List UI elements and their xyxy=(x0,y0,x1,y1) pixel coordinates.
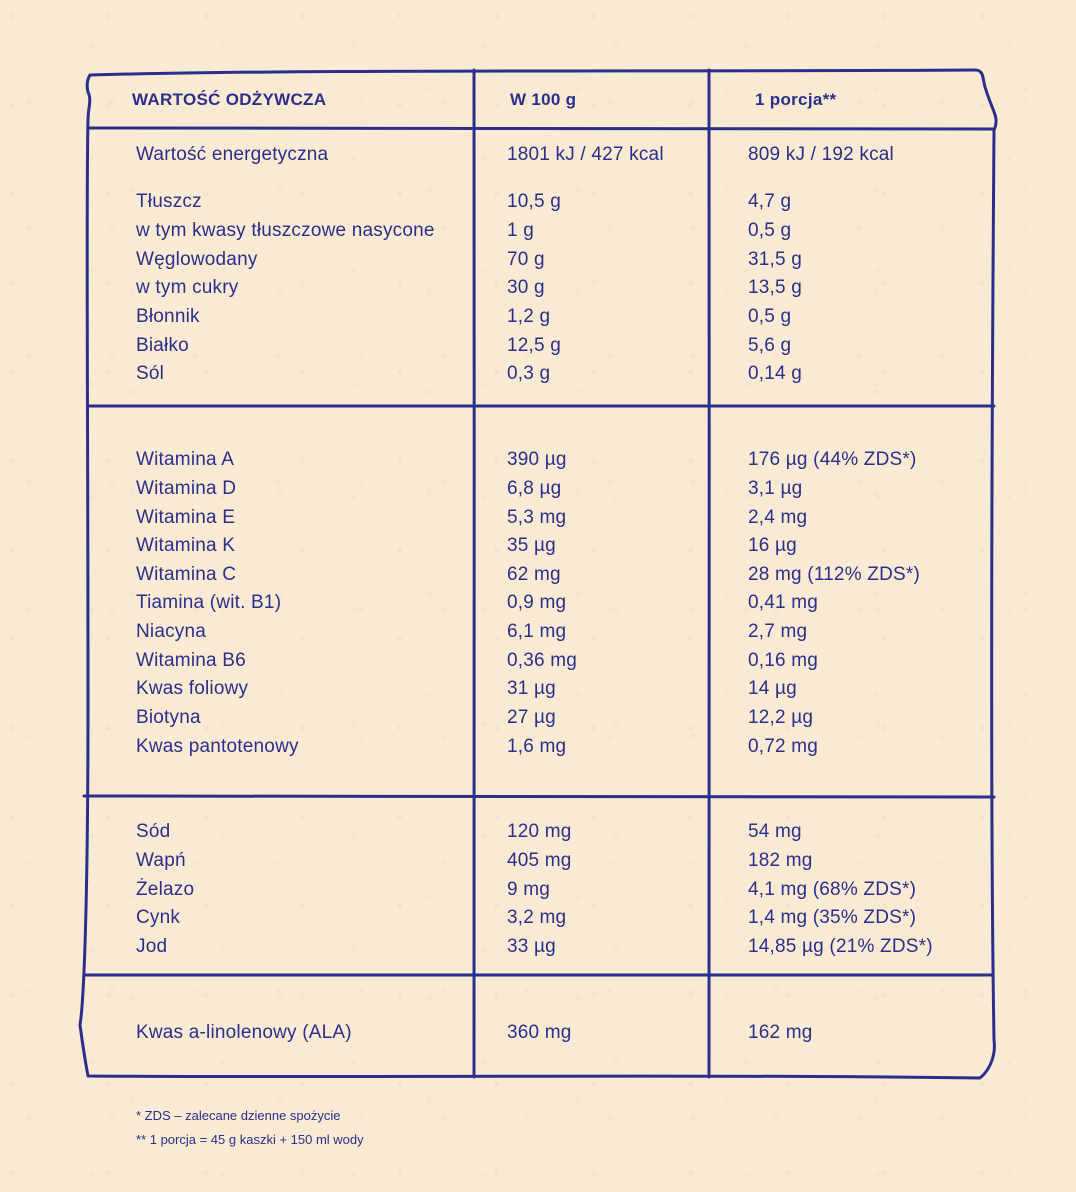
mineral-per100: 3,2 mg xyxy=(507,907,567,928)
vitamin-name: Tiamina (wit. B1) xyxy=(136,592,282,613)
row-energy-per100: 1801 kJ / 427 kcal xyxy=(507,144,664,165)
vitamin-name: Witamina C xyxy=(136,564,237,585)
row-per100: 30 g xyxy=(507,277,545,298)
mineral-name: Jod xyxy=(136,936,168,957)
header-per-100g: W 100 g xyxy=(510,90,577,109)
vitamin-per100: 31 µg xyxy=(507,678,556,699)
row-name: Sól xyxy=(136,363,165,384)
vitamin-per100: 35 µg xyxy=(507,535,556,556)
mineral-portion: 54 mg xyxy=(748,821,802,842)
vitamin-per100: 0,36 mg xyxy=(507,650,578,671)
vitamin-name: Witamina B6 xyxy=(136,650,246,671)
vitamin-portion: 3,1 µg xyxy=(748,478,803,499)
vitamin-name: Witamina E xyxy=(136,507,236,528)
ala-per100: 360 mg xyxy=(507,1022,572,1043)
mineral-per100: 9 mg xyxy=(507,879,551,900)
vitamin-per100: 62 mg xyxy=(507,564,561,585)
row-portion: 5,6 g xyxy=(748,335,792,356)
mineral-portion: 182 mg xyxy=(748,850,813,871)
mineral-name: Żelazo xyxy=(136,879,195,900)
mineral-portion: 14,85 µg (21% ZDS*) xyxy=(748,936,933,957)
mineral-name: Wapń xyxy=(136,850,186,871)
vitamin-per100: 6,1 mg xyxy=(507,621,567,642)
row-energy-name: Wartość energetyczna xyxy=(136,144,329,165)
vitamin-portion: 28 mg (112% ZDS*) xyxy=(748,564,920,585)
mineral-name: Sód xyxy=(136,821,171,842)
row-per100: 70 g xyxy=(507,249,545,270)
vitamin-portion: 2,4 mg xyxy=(748,507,808,528)
row-name: Białko xyxy=(136,335,189,356)
vitamin-per100: 0,9 mg xyxy=(507,592,567,613)
vitamin-name: Witamina A xyxy=(136,449,235,470)
vitamin-name: Kwas pantotenowy xyxy=(136,736,299,757)
row-name: Tłuszcz xyxy=(136,191,202,212)
vitamin-name: Witamina K xyxy=(136,535,236,556)
header-portion: 1 porcja** xyxy=(755,90,837,109)
header-nutrition: WARTOŚĆ ODŻYWCZA xyxy=(132,90,327,109)
vitamin-per100: 6,8 µg xyxy=(507,478,562,499)
footnote-zds: * ZDS – zalecane dzienne spożycie xyxy=(136,1108,341,1123)
vitamin-name: Niacyna xyxy=(136,621,207,642)
ala-portion: 162 mg xyxy=(748,1022,813,1043)
mineral-per100: 33 µg xyxy=(507,936,556,957)
mineral-per100: 405 mg xyxy=(507,850,572,871)
row-per100: 12,5 g xyxy=(507,335,562,356)
footnote-portion: ** 1 porcja = 45 g kaszki + 150 ml wody xyxy=(136,1132,364,1147)
vitamin-per100: 27 µg xyxy=(507,707,556,728)
row-portion: 31,5 g xyxy=(748,249,803,270)
vitamin-name: Biotyna xyxy=(136,707,201,728)
vitamin-portion: 176 µg (44% ZDS*) xyxy=(748,449,917,470)
ala-name: Kwas a-linolenowy (ALA) xyxy=(136,1022,352,1043)
vitamin-per100: 5,3 mg xyxy=(507,507,567,528)
row-portion: 4,7 g xyxy=(748,191,792,212)
row-per100: 10,5 g xyxy=(507,191,562,212)
vitamin-portion: 16 µg xyxy=(748,535,797,556)
vitamin-name: Kwas foliowy xyxy=(136,678,249,699)
mineral-name: Cynk xyxy=(136,907,181,928)
vitamin-name: Witamina D xyxy=(136,478,237,499)
vitamin-portion: 0,16 mg xyxy=(748,650,819,671)
vitamin-per100: 390 µg xyxy=(507,449,567,470)
mineral-portion: 1,4 mg (35% ZDS*) xyxy=(748,907,917,928)
vitamin-portion: 0,41 mg xyxy=(748,592,819,613)
row-name: w tym kwasy tłuszczowe nasycone xyxy=(136,220,435,241)
vitamin-portion: 14 µg xyxy=(748,678,797,699)
row-portion: 0,14 g xyxy=(748,363,803,384)
row-portion: 13,5 g xyxy=(748,277,803,298)
vitamin-per100: 1,6 mg xyxy=(507,736,567,757)
vitamin-portion: 0,72 mg xyxy=(748,736,819,757)
row-name: Węglowodany xyxy=(136,249,258,270)
row-name: Błonnik xyxy=(136,306,200,327)
row-portion: 0,5 g xyxy=(748,220,792,241)
row-per100: 1,2 g xyxy=(507,306,551,327)
mineral-per100: 120 mg xyxy=(507,821,572,842)
row-per100: 0,3 g xyxy=(507,363,551,384)
row-per100: 1 g xyxy=(507,220,535,241)
vitamin-portion: 12,2 µg xyxy=(748,707,814,728)
row-name: w tym cukry xyxy=(136,277,239,298)
row-energy-portion: 809 kJ / 192 kcal xyxy=(748,144,894,165)
row-portion: 0,5 g xyxy=(748,306,792,327)
vitamin-portion: 2,7 mg xyxy=(748,621,808,642)
mineral-portion: 4,1 mg (68% ZDS*) xyxy=(748,879,917,900)
